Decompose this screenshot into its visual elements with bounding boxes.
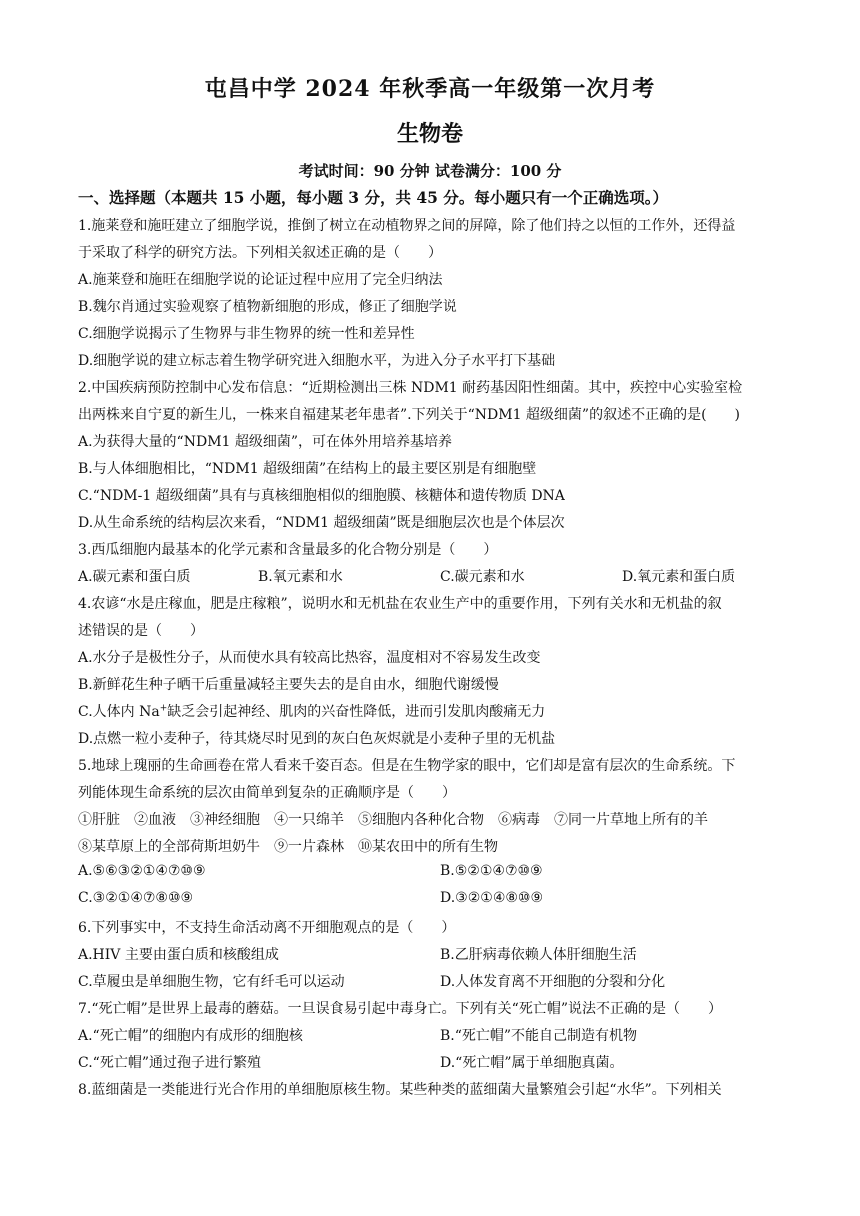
q5-option-b: B.⑤②①④⑦⑩⑨ (440, 863, 543, 879)
q6-option-a: A.HIV 主要由蛋白质和核酸组成 (78, 947, 279, 963)
q5-option-d: D.③②①④⑧⑩⑨ (440, 890, 544, 906)
section-heading: 一、选择题（本题共 15 小题，每小题 3 分，共 45 分。每小题只有一个正确选项。） (78, 188, 669, 207)
q7-option-b: B.“死亡帽”不能自己制造有机物 (440, 1028, 638, 1044)
subject-title: 生物卷 (396, 121, 463, 147)
q3-option-a: A.碳元素和蛋白质 (78, 569, 191, 585)
q8-stem-line1: 8.蓝细菌是一类能进行光合作用的单细胞原核生物。某些种类的蓝细菌大量繁殖会引起“水华”。下列相关 (78, 1082, 722, 1098)
q4-option-c (78, 701, 788, 721)
q1-stem-line2: 于采取了科学的研究方法。下列相关叙述正确的是（ ） (78, 245, 442, 261)
q5-items-line1: ①肝脏 ②血液 ③神经细胞 ④一只绵羊 ⑤细胞内各种化合物 ⑥病毒 ⑦同一片草地上所有的羊 (78, 812, 708, 828)
q2-stem-line1: 2.中国疾病预防控制中心发布信息：“近期检测出三株 NDM1 耐药基因阳性细菌。其中，疾控中心实验室检 (78, 380, 743, 396)
q1-option-d: D.细胞学说的建立标志着生物学研究进入细胞水平，为进入分子水平打下基础 (78, 353, 556, 369)
exam-meta: 考试时间：90 分钟 试卷满分：100 分 (298, 162, 562, 180)
q4-option-c-superscript: + (159, 703, 168, 714)
q5-stem-line2: 列能体现生命系统的层次由简单到复杂的正确顺序是（ ） (78, 785, 456, 801)
q1-option-b: B.魏尔肖通过实验观察了植物新细胞的形成，修正了细胞学说 (78, 299, 457, 315)
q3-option-c: C.碳元素和水 (440, 569, 525, 585)
q4-option-a: A.水分子是极性分子，从而使水具有较高比热容，温度相对不容易发生改变 (78, 650, 541, 666)
q2-stem-line2: 出两株来自宁夏的新生儿，一株来自福建某老年患者”.下列关于“NDM1 超级细菌”的叙述不正确的是( ) (78, 407, 741, 423)
q4-option-d: D.点燃一粒小麦种子，待其烧尽时见到的灰白色灰烬就是小麦种子里的无机盐 (78, 731, 556, 747)
q2-option-d: D.从生命系统的结构层次来看，“NDM1 超级细菌”既是细胞层次也是个体层次 (78, 515, 565, 531)
q7-option-c: C.“死亡帽”通过孢子进行繁殖 (78, 1055, 261, 1071)
q4-option-c-pre: C.人体内 Na (78, 704, 160, 720)
q6-option-c: C.草履虫是单细胞生物，它有纤毛可以运动 (78, 974, 345, 990)
q4-option-b: B.新鲜花生种子晒干后重量减轻主要失去的是自由水，细胞代谢缓慢 (78, 677, 499, 693)
q5-option-c: C.③②①④⑦⑧⑩⑨ (78, 890, 194, 906)
q4-stem-line2: 述错误的是（ ） (78, 623, 204, 639)
q5-option-a: A.⑤⑥③②①④⑦⑩⑨ (78, 863, 206, 879)
q2-option-b: B.与人体细胞相比，“NDM1 超级细菌”在结构上的最主要区别是有细胞壁 (78, 461, 537, 477)
q7-stem: 7.“死亡帽”是世界上最毒的蘑菇。一旦误食易引起中毒身亡。下列有关“死亡帽”说法不正确的是（ ） (78, 1001, 722, 1017)
q6-option-d: D.人体发育离不开细胞的分裂和分化 (440, 974, 666, 990)
q3-option-b: B.氧元素和水 (258, 569, 343, 585)
q3-stem: 3.西瓜细胞内最基本的化学元素和含量最多的化合物分别是（ ） (78, 542, 498, 558)
q5-items-line2: ⑧某草原上的全部荷斯坦奶牛 ⑨一片森林 ⑩某农田中的所有生物 (78, 839, 498, 855)
q2-option-a: A.为获得大量的“NDM1 超级细菌”，可在体外用培养基培养 (78, 434, 453, 450)
q1-stem-line1: 1.施莱登和施旺建立了细胞学说，推倒了树立在动植物界之间的屏障，除了他们持之以恒的工作外，还得益 (78, 218, 736, 234)
q1-option-a: A.施莱登和施旺在细胞学说的论证过程中应用了完全归纳法 (78, 272, 443, 288)
q2-option-c: C.“NDM-1 超级细菌”具有与真核细胞相似的细胞膜、核糖体和遗传物质 DNA (78, 488, 565, 504)
q3-option-d: D.氧元素和蛋白质 (622, 569, 736, 585)
q4-option-c-post: 缺乏会引起神经、肌肉的兴奋性降低，进而引发肌肉酸痛无力 (167, 704, 546, 720)
q7-option-a: A.“死亡帽”的细胞内有成形的细胞核 (78, 1028, 303, 1044)
q1-option-c: C.细胞学说揭示了生物界与非生物界的统一性和差异性 (78, 326, 415, 342)
q6-option-b: B.乙肝病毒依赖人体肝细胞生活 (440, 947, 637, 963)
q5-stem-line1: 5.地球上瑰丽的生命画卷在常人看来千姿百态。但是在生物学家的眼中，它们却是富有层次的生命系统。下 (78, 758, 736, 774)
q4-stem-line1: 4.农谚“水是庄稼血，肥是庄稼粮”，说明水和无机盐在农业生产中的重要作用，下列有关水和无机盐的叙 (78, 596, 722, 612)
exam-title: 屯昌中学 2024 年秋季高一年级第一次月考 (204, 76, 656, 102)
q7-option-d: D.“死亡帽”属于单细胞真菌。 (440, 1055, 624, 1071)
q6-stem: 6.下列事实中，不支持生命活动离不开细胞观点的是（ ） (78, 920, 456, 936)
